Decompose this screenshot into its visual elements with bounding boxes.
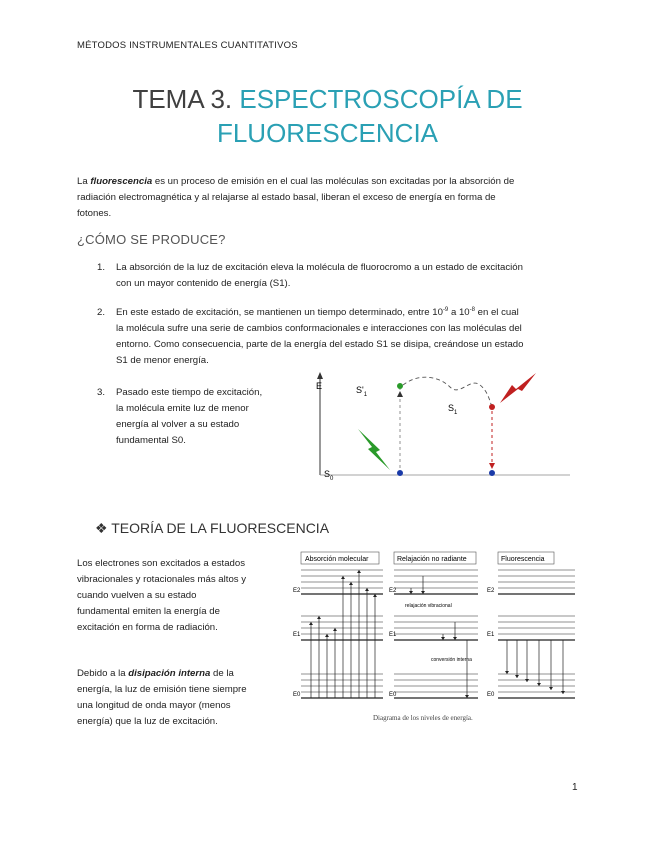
theory-p1-line: cuando vuelven a su estado [77, 590, 197, 601]
intro-line1: es un proceso de emisión en el cual las moléculas son excitadas por la absorción de [152, 176, 515, 187]
section-heading-how: ¿CÓMO SE PRODUCE? [77, 232, 226, 247]
step-1-line: La absorción de la luz de excitación eleva la molécula de fluorocromo a un estado de excitación [116, 262, 523, 273]
title-accent-2: FLUORESCENCIA [216, 118, 439, 148]
section-heading-theory [95, 520, 329, 537]
s1-point [489, 404, 495, 410]
level-label-e1: E1 [293, 632, 301, 638]
theory-p2-line: una longitud de onda mayor (menos [77, 700, 231, 711]
panel1-label: Absorción molecular [305, 556, 369, 563]
diagram-caption: Diagrama de los niveles de energía. [373, 714, 473, 722]
theory-p1-line: vibracionales y rotacionales más altos y [77, 574, 247, 585]
intro-line3: fotones. [77, 208, 112, 219]
red-lightning-icon [500, 373, 536, 403]
step-2-line: entorno. Como consecuencia, parte de la energía del estado S1 se disipa, creándose un estado [116, 339, 524, 350]
title-prefix: TEMA 3. [132, 84, 240, 114]
panel2-label: Relajación no radiante [397, 556, 467, 563]
step-2-line: S1 de menor energía. [116, 355, 209, 366]
label-s1: $S_1$ [448, 403, 458, 416]
step-number: 3. [97, 387, 106, 398]
label-s0: $S_0$ [324, 469, 334, 482]
level-label-e2: E2 [389, 588, 397, 594]
step-3-line: energía al volver a su estado [116, 419, 240, 430]
running-header: MÉTODOS INSTRUMENTALES CUANTITATIVOS [77, 40, 298, 51]
transition-arrowhead [357, 570, 361, 573]
s0-point-right [489, 470, 495, 476]
step-2-line: la molécula sufre una serie de cambios conformacionales e interacciones con las moléculas del [116, 323, 522, 334]
step-3-line: Pasado este tiempo de excitación, [116, 387, 263, 398]
step-3-line: la molécula emite luz de menor [116, 403, 249, 414]
theory-heading-text: TEORÍA DE LA FLUORESCENCIA [111, 520, 330, 536]
intro-term: fluorescencia [90, 176, 153, 187]
title-accent-1: ESPECTROSCOPÍA DE [239, 84, 523, 114]
transition-arrowhead [333, 628, 337, 631]
theory-p2-line: energía, la luz de emisión tiene siempre [77, 684, 247, 695]
energy-levels [301, 570, 575, 698]
level-label-e2: E2 [487, 588, 495, 594]
energy-level-diagram [293, 546, 583, 726]
level-label-e0: E0 [389, 692, 397, 698]
transition-arrowhead [317, 616, 321, 619]
theory-p1-line: fundamental emiten la energía de [77, 606, 220, 617]
level-label-e2: E2 [293, 588, 301, 594]
transition-arrowhead [325, 634, 329, 637]
label-s1-prime: $S'_1$ [356, 385, 368, 398]
transition-arrowhead [309, 622, 313, 625]
intro-pre: La [77, 176, 91, 187]
transition-arrowhead [515, 675, 519, 678]
jablonski-small-diagram [300, 367, 570, 482]
level-label-e1: E1 [389, 632, 397, 638]
panel3-label: Fluorescencia [501, 556, 545, 563]
level-label-e1: E1 [487, 632, 495, 638]
step-1-line: con un mayor contenido de energía (S1). [116, 278, 291, 289]
step-2-line: En este estado de excitación, se mantienen un tiempo determinado, entre $10^{-9}$ a $10^{-8}$ en el cual [116, 306, 519, 318]
transition-arrowhead [549, 687, 553, 690]
s0-point-left [397, 470, 403, 476]
page-title [60, 82, 595, 150]
emission-arrowhead [489, 463, 495, 469]
theory-p2-line: Debido a la disipación interna de la [77, 668, 234, 679]
green-lightning-icon [358, 429, 390, 470]
level-label-e0: E0 [487, 692, 495, 698]
internal-conversion-label: conversión interna [431, 657, 472, 663]
transition-arrowhead [341, 576, 345, 579]
theory-paragraph-1 [77, 556, 277, 636]
theory-paragraph-2 [77, 666, 277, 730]
page-number: 1 [572, 782, 578, 793]
transition-arrowhead [525, 679, 529, 682]
transition-arrowhead [537, 683, 541, 686]
vibrational-relaxation-label: relajación vibracional [405, 603, 452, 609]
theory-p1-line: excitación en forma de radiación. [77, 622, 218, 633]
axis-arrowhead [317, 372, 323, 379]
theory-p1-line: Los electrones son excitados a estados [77, 558, 245, 569]
transition-arrowhead [349, 582, 353, 585]
step-3-line: fundamental S0. [116, 435, 186, 446]
axis-label: E [316, 381, 323, 391]
level-label-e0: E0 [293, 692, 301, 698]
transition-arrowhead [365, 588, 369, 591]
intro-line2: radiación electromagnética y al relajarse al estado basal, liberan el exceso de energía en forma de [77, 192, 496, 203]
diamond-bullet-icon: ❖ [95, 520, 108, 536]
intro-paragraph [77, 174, 577, 222]
theory-p2-line: energía) que la luz de excitación. [77, 716, 218, 727]
transition-arrowhead [505, 671, 509, 674]
step-number: 1. [97, 262, 106, 273]
step-number: 2. [97, 307, 106, 318]
transition-arrowhead [561, 691, 565, 694]
absorption-arrowhead [397, 391, 403, 397]
s1-prime-point [397, 383, 403, 389]
